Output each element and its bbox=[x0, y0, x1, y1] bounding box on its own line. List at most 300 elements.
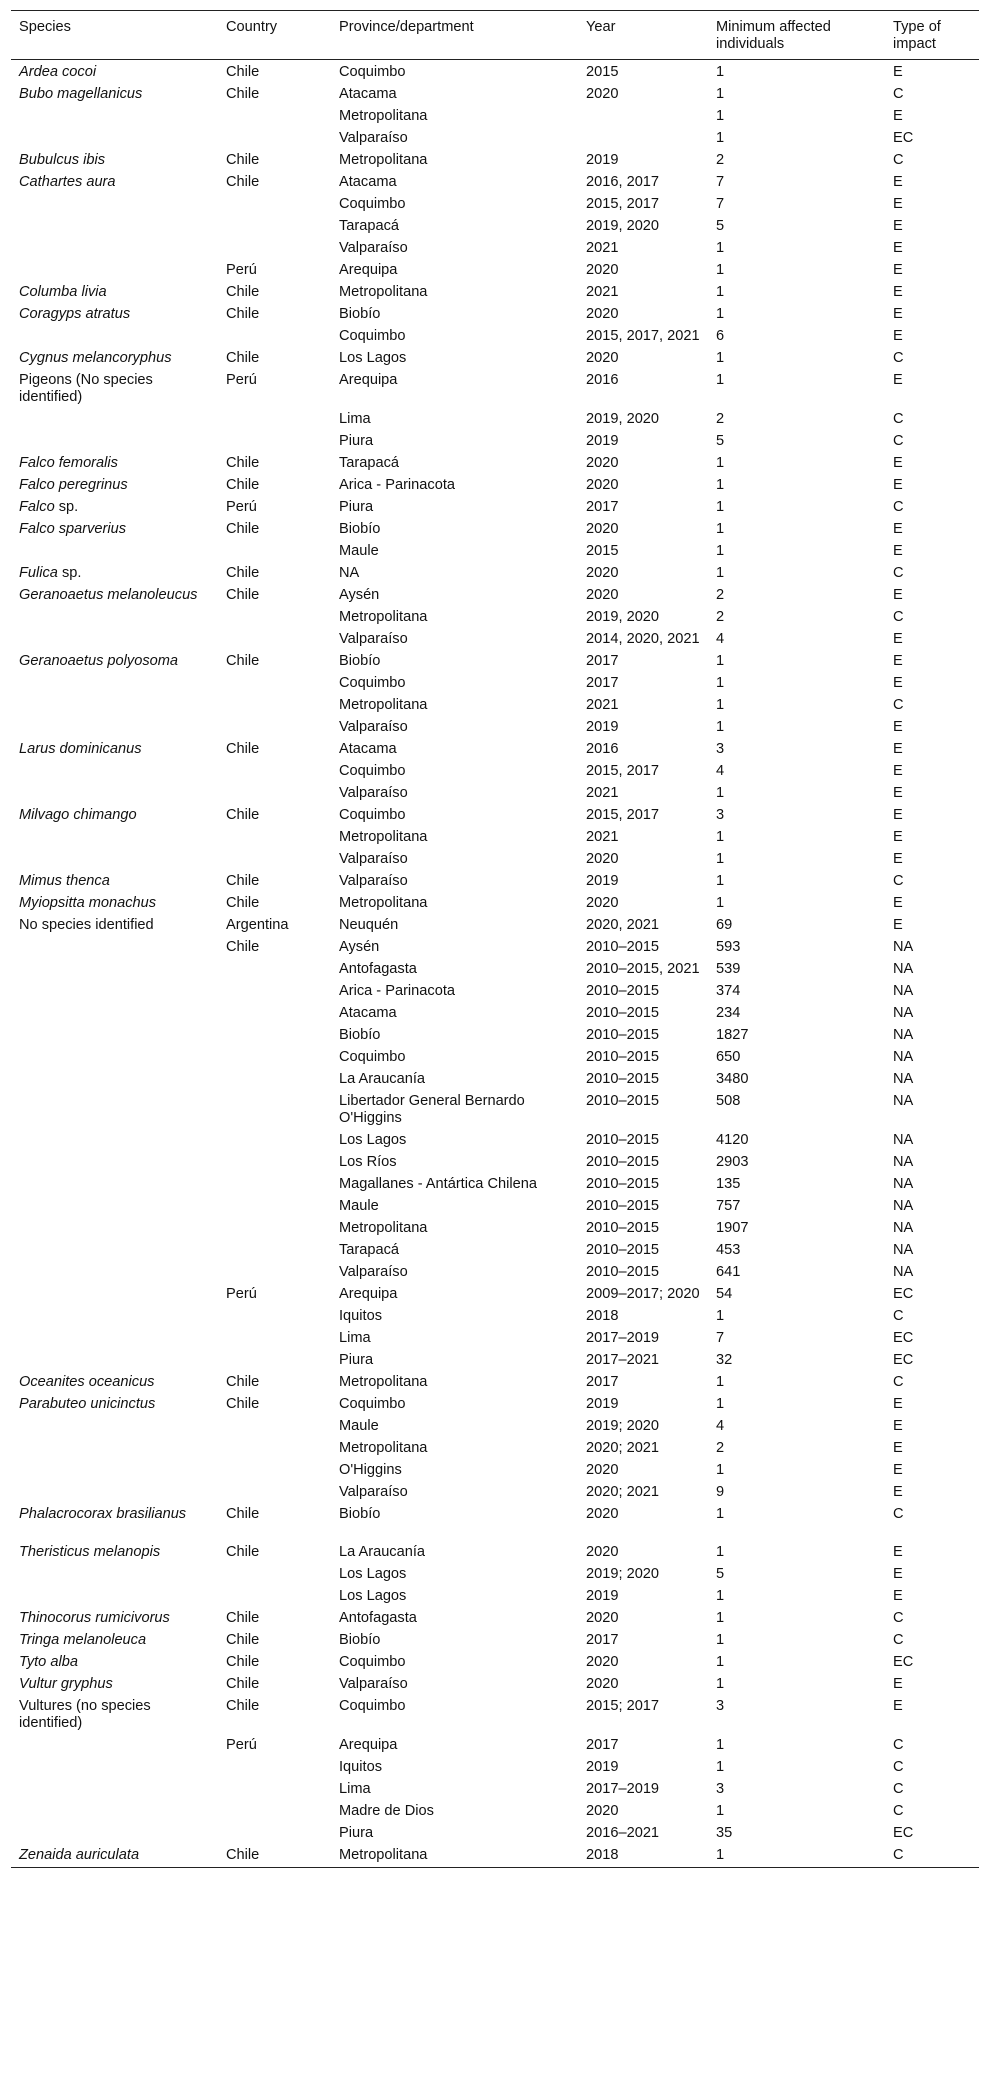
cell-country: Chile bbox=[226, 1654, 260, 1670]
cell-country: Perú bbox=[226, 372, 257, 388]
cell-country bbox=[218, 238, 331, 260]
cell-province: Metropolitana bbox=[339, 895, 428, 911]
table-row bbox=[11, 1564, 979, 1586]
cell-species bbox=[11, 106, 218, 128]
table-row bbox=[11, 172, 979, 194]
cell-species: Columba livia bbox=[19, 284, 107, 300]
cell-province: Piura bbox=[339, 1352, 374, 1368]
cell-country: Chile bbox=[226, 895, 260, 911]
cell-year: 2010–2015 bbox=[586, 1049, 660, 1065]
cell-min-affected: 757 bbox=[716, 1198, 741, 1214]
header-min-affected: Minimum affected individuals bbox=[716, 19, 831, 52]
cell-country: Chile bbox=[226, 1632, 260, 1648]
cell-species bbox=[11, 1262, 218, 1284]
cell-province: Coquimbo bbox=[339, 1698, 406, 1714]
cell-min-affected: 1 bbox=[716, 86, 725, 102]
cell-province: Tarapacá bbox=[339, 218, 400, 234]
table-row bbox=[11, 1262, 979, 1284]
cell-province: Arequipa bbox=[339, 372, 398, 388]
cell-min-affected: 1 bbox=[716, 719, 725, 735]
cell-country bbox=[218, 194, 331, 216]
cell-min-affected: 32 bbox=[716, 1352, 733, 1368]
cell-province: Metropolitana bbox=[339, 829, 428, 845]
cell-min-affected: 453 bbox=[716, 1242, 741, 1258]
cell-min-affected: 1 bbox=[716, 829, 725, 845]
cell-species: Milvago chimango bbox=[19, 807, 137, 823]
cell-province: Lima bbox=[339, 411, 371, 427]
cell-country bbox=[218, 1757, 331, 1779]
cell-country: Chile bbox=[226, 1676, 260, 1692]
cell-min-affected: 5 bbox=[716, 433, 725, 449]
cell-impact-type: EC bbox=[893, 130, 914, 146]
cell-year: 2017 bbox=[586, 675, 619, 691]
cell-min-affected: 508 bbox=[716, 1093, 741, 1109]
cell-impact-type: E bbox=[893, 653, 903, 669]
cell-province: Coquimbo bbox=[339, 763, 406, 779]
cell-species: Parabuteo unicinctus bbox=[19, 1396, 156, 1412]
table-row bbox=[11, 739, 979, 761]
cell-province: Maule bbox=[339, 1198, 379, 1214]
table-row bbox=[11, 1652, 979, 1674]
cell-year: 2010–2015 bbox=[586, 1220, 660, 1236]
cell-species bbox=[11, 1823, 218, 1845]
cell-province: Los Ríos bbox=[339, 1154, 397, 1170]
cell-impact-type: C bbox=[893, 565, 904, 581]
cell-year: 2021 bbox=[586, 829, 619, 845]
table-row bbox=[11, 937, 979, 959]
cell-impact-type: E bbox=[893, 328, 903, 344]
cell-impact-type: E bbox=[893, 108, 903, 124]
cell-impact-type: NA bbox=[893, 1132, 914, 1148]
cell-impact-type: NA bbox=[893, 1093, 914, 1109]
cell-min-affected: 2 bbox=[716, 152, 725, 168]
cell-species: Bubulcus ibis bbox=[19, 152, 105, 168]
cell-species: Mimus thenca bbox=[19, 873, 110, 889]
cell-species bbox=[11, 1735, 218, 1757]
cell-species: Oceanites oceanicus bbox=[19, 1374, 155, 1390]
table-row bbox=[11, 1779, 979, 1801]
cell-impact-type: C bbox=[893, 697, 904, 713]
cell-year: 2021 bbox=[586, 785, 619, 801]
cell-province: Metropolitana bbox=[339, 1440, 428, 1456]
cell-min-affected: 1 bbox=[716, 262, 725, 278]
cell-min-affected: 1 bbox=[716, 1632, 725, 1648]
cell-species: Pigeons (No species identified) bbox=[19, 372, 153, 405]
cell-species: Myiopsitta monachus bbox=[19, 895, 157, 911]
cell-year: 2020 bbox=[586, 1506, 619, 1522]
cell-min-affected: 3 bbox=[716, 741, 725, 757]
table-row bbox=[11, 1196, 979, 1218]
cell-impact-type: E bbox=[893, 1484, 903, 1500]
cell-province: Valparaíso bbox=[339, 1484, 408, 1500]
table-row bbox=[11, 651, 979, 673]
cell-min-affected: 4 bbox=[716, 763, 725, 779]
cell-min-affected: 35 bbox=[716, 1825, 733, 1841]
cell-province: Biobío bbox=[339, 521, 381, 537]
table-row bbox=[11, 1069, 979, 1091]
cell-province: Arequipa bbox=[339, 1737, 398, 1753]
cell-species bbox=[11, 497, 218, 519]
table-row bbox=[11, 519, 979, 541]
cell-min-affected: 2 bbox=[716, 411, 725, 427]
cell-year: 2019; 2020 bbox=[586, 1566, 660, 1582]
cell-province: Valparaíso bbox=[339, 631, 408, 647]
cell-province: Maule bbox=[339, 1418, 379, 1434]
cell-impact-type: E bbox=[893, 174, 903, 190]
cell-year: 2020 bbox=[586, 86, 619, 102]
table-row bbox=[11, 717, 979, 739]
table-row bbox=[11, 1174, 979, 1196]
cell-min-affected: 1 bbox=[716, 697, 725, 713]
cell-species: Theristicus melanopis bbox=[19, 1544, 161, 1560]
cell-impact-type: C bbox=[893, 350, 904, 366]
table-row bbox=[11, 348, 979, 370]
cell-impact-type: E bbox=[893, 785, 903, 801]
cell-country: Chile bbox=[226, 565, 260, 581]
table-row bbox=[11, 304, 979, 326]
cell-species bbox=[11, 827, 218, 849]
table-row bbox=[11, 805, 979, 827]
species-genus: Fulica bbox=[19, 565, 58, 581]
header-country: Country bbox=[226, 19, 278, 35]
cell-impact-type: E bbox=[893, 587, 903, 603]
cell-country bbox=[218, 1823, 331, 1845]
cell-year: 2010–2015 bbox=[586, 1242, 660, 1258]
cell-impact-type: E bbox=[893, 1462, 903, 1478]
cell-year: 2020 bbox=[586, 350, 619, 366]
table-row bbox=[11, 1130, 979, 1152]
cell-min-affected: 1 bbox=[716, 350, 725, 366]
table-row bbox=[11, 150, 979, 172]
cell-year bbox=[578, 106, 708, 128]
cell-year: 2020 bbox=[586, 1462, 619, 1478]
cell-species bbox=[11, 238, 218, 260]
cell-country bbox=[218, 1240, 331, 1262]
cell-province: Aysén bbox=[339, 587, 380, 603]
cell-country bbox=[218, 1262, 331, 1284]
cell-min-affected: 2 bbox=[716, 1440, 725, 1456]
table-row bbox=[11, 827, 979, 849]
cell-min-affected: 6 bbox=[716, 328, 725, 344]
cell-country: Chile bbox=[226, 284, 260, 300]
cell-impact-type: C bbox=[893, 1759, 904, 1775]
cell-year: 2020 bbox=[586, 521, 619, 537]
cell-species bbox=[11, 194, 218, 216]
table-row bbox=[11, 1306, 979, 1328]
cell-country bbox=[218, 695, 331, 717]
cell-year: 2014, 2020, 2021 bbox=[586, 631, 700, 647]
table-body bbox=[11, 60, 979, 1868]
cell-species bbox=[11, 128, 218, 150]
cell-year: 2016, 2017 bbox=[586, 174, 660, 190]
cell-impact-type: C bbox=[893, 1781, 904, 1797]
cell-province: Tarapacá bbox=[339, 455, 400, 471]
cell-country: Chile bbox=[226, 1544, 260, 1560]
cell-country bbox=[218, 1003, 331, 1025]
table-row bbox=[11, 128, 979, 150]
cell-impact-type: EC bbox=[893, 1330, 914, 1346]
cell-country: Perú bbox=[226, 1737, 257, 1753]
cell-min-affected: 3480 bbox=[716, 1071, 749, 1087]
cell-impact-type: C bbox=[893, 1737, 904, 1753]
table-row bbox=[11, 497, 979, 519]
cell-min-affected: 1 bbox=[716, 306, 725, 322]
cell-impact-type: NA bbox=[893, 1198, 914, 1214]
table-header bbox=[11, 11, 979, 60]
cell-province: Metropolitana bbox=[339, 697, 428, 713]
cell-impact-type: E bbox=[893, 917, 903, 933]
cell-species bbox=[11, 1174, 218, 1196]
table-row bbox=[11, 1350, 979, 1372]
table-row bbox=[11, 238, 979, 260]
cell-year: 2010–2015 bbox=[586, 1176, 660, 1192]
cell-impact-type: NA bbox=[893, 1027, 914, 1043]
cell-year: 2015; 2017 bbox=[586, 1698, 660, 1714]
cell-min-affected: 5 bbox=[716, 1566, 725, 1582]
cell-year: 2021 bbox=[586, 240, 619, 256]
cell-province: Metropolitana bbox=[339, 1374, 428, 1390]
cell-min-affected: 641 bbox=[716, 1264, 741, 1280]
cell-impact-type: NA bbox=[893, 961, 914, 977]
cell-province: Atacama bbox=[339, 86, 397, 102]
cell-year: 2017 bbox=[586, 499, 619, 515]
cell-country: Chile bbox=[226, 1610, 260, 1626]
cell-min-affected: 1 bbox=[716, 1396, 725, 1412]
cell-impact-type: E bbox=[893, 1396, 903, 1412]
table-row bbox=[11, 981, 979, 1003]
cell-country bbox=[218, 431, 331, 453]
table-row bbox=[11, 1823, 979, 1845]
cell-min-affected: 1 bbox=[716, 64, 725, 80]
cell-country: Chile bbox=[226, 1506, 260, 1522]
cell-min-affected: 1 bbox=[716, 873, 725, 889]
cell-country bbox=[218, 1482, 331, 1504]
cell-year: 2020, 2021 bbox=[586, 917, 660, 933]
cell-country bbox=[218, 981, 331, 1003]
cell-country bbox=[218, 629, 331, 651]
cell-impact-type: C bbox=[893, 1803, 904, 1819]
table-row bbox=[11, 783, 979, 805]
cell-min-affected: 7 bbox=[716, 1330, 725, 1346]
cell-min-affected: 1 bbox=[716, 1544, 725, 1560]
cell-province: Piura bbox=[339, 1825, 374, 1841]
cell-species bbox=[11, 563, 218, 585]
cell-species: Phalacrocorax brasilianus bbox=[19, 1506, 187, 1522]
cell-species bbox=[11, 1460, 218, 1482]
cell-province: Los Lagos bbox=[339, 350, 407, 366]
cell-min-affected: 539 bbox=[716, 961, 741, 977]
cell-impact-type: E bbox=[893, 218, 903, 234]
cell-impact-type: C bbox=[893, 1374, 904, 1390]
cell-country bbox=[218, 541, 331, 563]
cell-impact-type: E bbox=[893, 240, 903, 256]
cell-province: Los Lagos bbox=[339, 1132, 407, 1148]
cell-min-affected: 1 bbox=[716, 543, 725, 559]
cell-year: 2019 bbox=[586, 1588, 619, 1604]
cell-country: Chile bbox=[226, 350, 260, 366]
cell-country bbox=[218, 1152, 331, 1174]
cell-species bbox=[11, 607, 218, 629]
cell-min-affected: 1 bbox=[716, 1759, 725, 1775]
table-row bbox=[11, 1394, 979, 1416]
cell-species bbox=[11, 1757, 218, 1779]
cell-province: NA bbox=[339, 565, 360, 581]
cell-min-affected: 3 bbox=[716, 1698, 725, 1714]
cell-min-affected: 1 bbox=[716, 372, 725, 388]
cell-species: Thinocorus rumicivorus bbox=[19, 1610, 170, 1626]
cell-country bbox=[218, 326, 331, 348]
cell-year: 2010–2015 bbox=[586, 1027, 660, 1043]
cell-impact-type: NA bbox=[893, 1071, 914, 1087]
cell-species bbox=[11, 1586, 218, 1608]
cell-species: Cathartes aura bbox=[19, 174, 116, 190]
cell-year: 2020 bbox=[586, 306, 619, 322]
cell-min-affected: 2 bbox=[716, 609, 725, 625]
table-row bbox=[11, 326, 979, 348]
cell-year: 2010–2015 bbox=[586, 1093, 660, 1109]
cell-province: O'Higgins bbox=[339, 1462, 402, 1478]
cell-species bbox=[11, 761, 218, 783]
cell-year: 2016–2021 bbox=[586, 1825, 660, 1841]
cell-impact-type: E bbox=[893, 372, 903, 388]
cell-min-affected: 1 bbox=[716, 1654, 725, 1670]
cell-country: Chile bbox=[226, 741, 260, 757]
table-row bbox=[11, 1735, 979, 1757]
cell-min-affected: 7 bbox=[716, 196, 725, 212]
cell-species: Coragyps atratus bbox=[19, 306, 131, 322]
cell-min-affected: 1 bbox=[716, 1308, 725, 1324]
cell-min-affected: 135 bbox=[716, 1176, 741, 1192]
cell-year: 2020 bbox=[586, 1610, 619, 1626]
cell-impact-type: C bbox=[893, 411, 904, 427]
cell-impact-type: E bbox=[893, 196, 903, 212]
cell-country: Chile bbox=[226, 653, 260, 669]
table-row bbox=[11, 893, 979, 915]
cell-country bbox=[218, 1047, 331, 1069]
cell-year: 2021 bbox=[586, 697, 619, 713]
cell-species: Geranoaetus polyosoma bbox=[19, 653, 179, 669]
cell-impact-type: E bbox=[893, 829, 903, 845]
cell-species bbox=[11, 695, 218, 717]
table-row bbox=[11, 915, 979, 937]
table-row bbox=[11, 216, 979, 238]
cell-country: Chile bbox=[226, 1698, 260, 1714]
cell-year: 2018 bbox=[586, 1847, 619, 1863]
cell-impact-type: C bbox=[893, 433, 904, 449]
cell-year: 2019, 2020 bbox=[586, 609, 660, 625]
cell-province: Libertador General Bernardo O'Higgins bbox=[339, 1093, 525, 1126]
cell-impact-type: E bbox=[893, 543, 903, 559]
cell-impact-type: C bbox=[893, 1610, 904, 1626]
cell-impact-type: EC bbox=[893, 1654, 914, 1670]
cell-species: Larus dominicanus bbox=[19, 741, 142, 757]
cell-year: 2020 bbox=[586, 1676, 619, 1692]
table-row bbox=[11, 431, 979, 453]
cell-min-affected: 1 bbox=[716, 240, 725, 256]
cell-year: 2015 bbox=[586, 543, 619, 559]
cell-year: 2019; 2020 bbox=[586, 1418, 660, 1434]
cell-impact-type: EC bbox=[893, 1352, 914, 1368]
cell-year: 2019 bbox=[586, 152, 619, 168]
cell-impact-type: E bbox=[893, 675, 903, 691]
cell-species: Zenaida auriculata bbox=[19, 1847, 140, 1863]
cell-year: 2010–2015 bbox=[586, 939, 660, 955]
cell-impact-type: E bbox=[893, 1676, 903, 1692]
cell-year: 2010–2015 bbox=[586, 1154, 660, 1170]
table-row bbox=[11, 282, 979, 304]
cell-impact-type: C bbox=[893, 1506, 904, 1522]
cell-country: Chile bbox=[226, 152, 260, 168]
species-impact-table bbox=[11, 10, 979, 1868]
cell-province: Valparaíso bbox=[339, 1676, 408, 1692]
cell-province: Coquimbo bbox=[339, 1396, 406, 1412]
cell-year: 2020 bbox=[586, 895, 619, 911]
cell-country: Chile bbox=[226, 86, 260, 102]
cell-province: Valparaíso bbox=[339, 873, 408, 889]
cell-min-affected: 374 bbox=[716, 983, 741, 999]
table-row bbox=[11, 1801, 979, 1823]
table-row bbox=[11, 1438, 979, 1460]
cell-province: Metropolitana bbox=[339, 1847, 428, 1863]
cell-province: Piura bbox=[339, 499, 374, 515]
cell-species: Cygnus melancoryphus bbox=[19, 350, 172, 366]
table-row bbox=[11, 871, 979, 893]
cell-species bbox=[11, 849, 218, 871]
table-row bbox=[11, 1003, 979, 1025]
cell-impact-type: NA bbox=[893, 1220, 914, 1236]
cell-country: Perú bbox=[226, 262, 257, 278]
table-row bbox=[11, 1757, 979, 1779]
cell-species bbox=[11, 1801, 218, 1823]
table-row bbox=[11, 409, 979, 431]
cell-min-affected: 4 bbox=[716, 1418, 725, 1434]
cell-province: La Araucanía bbox=[339, 1071, 426, 1087]
cell-year: 2017 bbox=[586, 1737, 619, 1753]
cell-country bbox=[218, 607, 331, 629]
cell-min-affected: 1 bbox=[716, 521, 725, 537]
cell-country bbox=[218, 128, 331, 150]
table-row bbox=[11, 475, 979, 497]
cell-year: 2015, 2017, 2021 bbox=[586, 328, 700, 344]
cell-year: 2017 bbox=[586, 1632, 619, 1648]
cell-impact-type: E bbox=[893, 262, 903, 278]
cell-country bbox=[218, 783, 331, 805]
cell-species bbox=[11, 1350, 218, 1372]
cell-province: Coquimbo bbox=[339, 196, 406, 212]
cell-min-affected: 3 bbox=[716, 1781, 725, 1797]
cell-province: Atacama bbox=[339, 1005, 397, 1021]
cell-impact-type: E bbox=[893, 284, 903, 300]
cell-province: Coquimbo bbox=[339, 675, 406, 691]
cell-impact-type: NA bbox=[893, 1154, 914, 1170]
cell-species: Ardea cocoi bbox=[19, 64, 97, 80]
cell-year: 2015, 2017 bbox=[586, 763, 660, 779]
cell-province: Valparaíso bbox=[339, 785, 408, 801]
cell-impact-type: E bbox=[893, 477, 903, 493]
cell-impact-type: E bbox=[893, 521, 903, 537]
table-row bbox=[11, 1674, 979, 1696]
cell-country bbox=[218, 1779, 331, 1801]
cell-year: 2010–2015 bbox=[586, 1071, 660, 1087]
table-row bbox=[11, 585, 979, 607]
cell-province: Lima bbox=[339, 1330, 371, 1346]
cell-impact-type: E bbox=[893, 851, 903, 867]
cell-year: 2010–2015 bbox=[586, 1264, 660, 1280]
header-province: Province/department bbox=[339, 19, 474, 35]
cell-country bbox=[218, 827, 331, 849]
cell-min-affected: 1 bbox=[716, 1847, 725, 1863]
table-row bbox=[11, 1460, 979, 1482]
